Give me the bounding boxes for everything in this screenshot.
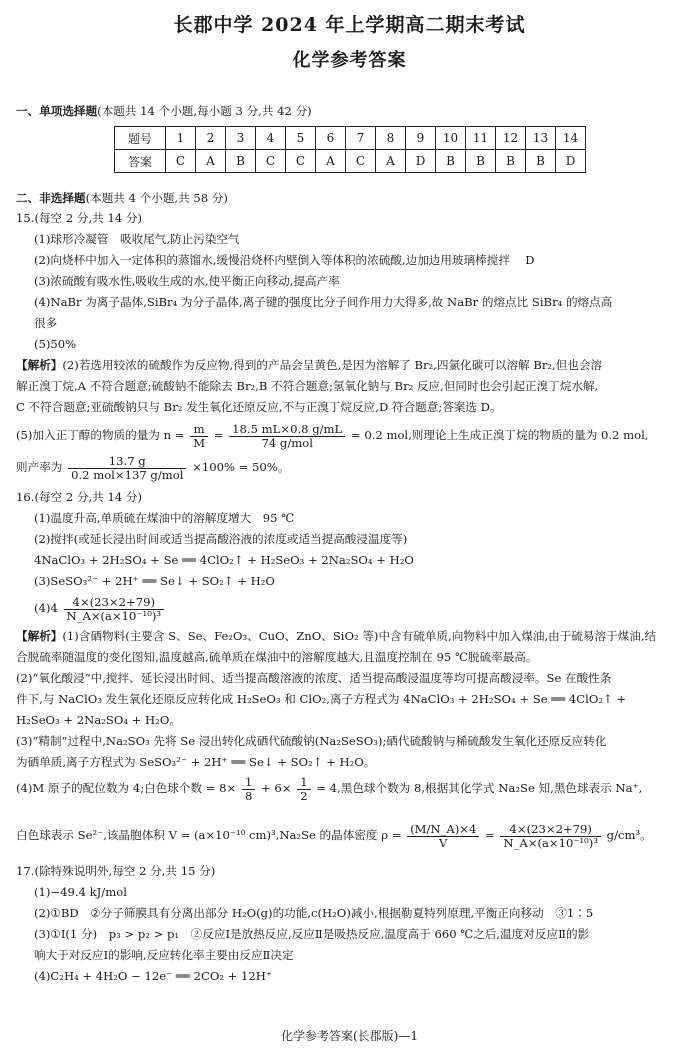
fraction — [190, 423, 208, 450]
table-cell-answer: B — [526, 150, 556, 173]
q16-analysis-3: (2)“氧化酸浸”中,搅拌、延长浸出时间、适当提高酸溶液的浓度、适当提高酸浸温度等均可提高酸浸率。Se 在酸性条 — [16, 671, 612, 685]
analysis-text: (1)含硒物料(主要含 S、Se、Fe₂O₃、CuO、ZnO、SiO₂ 等)中含有硫单质,向物料中加入煤油,由于硫易溶于煤油,结 — [62, 629, 657, 643]
fraction — [68, 455, 186, 482]
q16-analysis-1 — [16, 628, 686, 644]
table-cell-answer: B — [496, 150, 526, 173]
fraction-denominator: N_A×(a×10⁻¹⁰)³ — [503, 835, 598, 850]
q16-analysis-4: 件下,与 NaClO₃ 发生氧化还原反应转化成 H₂SeO₃ 和 ClO₂,离子方程式为 4NaClO₃ + 2H₂SO₄ + Se ══ 4ClO₂↑ + — [16, 692, 627, 706]
table-cell-answer: C — [286, 150, 316, 173]
q16-analysis-5: H₂SeO₃ + 2Na₂SO₄ + H₂O。 — [16, 713, 181, 727]
q16-answer-2: (2)搅拌(或延长浸出时间或适当提高酸浴液的浓度或适当提高酸浸温度等) — [34, 532, 408, 546]
q16-analysis-7: 为硒单质,离子方程式为 SeSO₃²⁻ + 2H⁺ ══ Se↓ + SO₂↑ + H₂O。 — [16, 755, 376, 769]
section2-heading: 二、非选择题 — [16, 191, 86, 205]
q17-answer-4: (4)C₂H₄ + 4H₂O − 12e⁻ ══ 2CO₂ + 12H⁺ — [34, 969, 273, 983]
table-cell-answer: C — [166, 150, 196, 173]
table-cell-number: 6 — [316, 127, 346, 150]
q15-answer-2: (2)向烧杯中加入一定体积的蒸馏水,缓慢沿烧杯内壁倒入等体积的浓硫酸,边加边用玻璃棒搅拌 D — [34, 253, 535, 267]
q15-analysis-3: C 不符合题意;亚硫酸钠只与 Br₂ 发生氧化还原反应,不与正溴丁烷反应,D 符合题意;答案选 D。 — [16, 400, 502, 414]
answer-table — [114, 126, 586, 173]
table-cell-number: 7 — [346, 127, 376, 150]
fraction — [242, 776, 255, 803]
q15-answer-3: (3)浓硫酸有吸水性,吸收生成的水,使平衡正向移动,提高产率 — [34, 274, 340, 288]
q15-answer-1: (1)球形冷凝管 吸收尾气,防止污染空气 — [34, 232, 240, 246]
fraction-numerator: 1 — [242, 776, 255, 790]
table-cell-answer: B — [226, 150, 256, 173]
page-title: 长郡中学 2024 年上学期高二期末考试 — [173, 14, 526, 36]
page-subtitle: 化学参考答案 — [292, 50, 407, 71]
formula-text: ×100% = 50%。 — [192, 460, 290, 474]
page-footer: 化学参考答案(长郡版)—1 — [281, 1029, 418, 1043]
table-cell-number: 11 — [466, 127, 496, 150]
table-cell-answer: A — [316, 150, 346, 173]
q15-answer-4: (4)NaBr 为离子晶体,SiBr₄ 为分子晶体,离子键的强度比分子间作用力大得多,故 NaBr 的熔点比 SiBr₄ 的熔点高 — [34, 295, 613, 309]
formula-text: 则产率为 — [16, 460, 63, 474]
table-cell-number: 1 — [166, 127, 196, 150]
q16-answer-3: (3)SeSO₃²⁻ + 2H⁺ ══ Se↓ + SO₂↑ + H₂O — [34, 574, 275, 588]
table-row-answers — [115, 150, 586, 173]
q17-answer-3-cont: 响大于对反应Ⅰ的影响,反应转化率主要由反应Ⅱ决定 — [34, 948, 294, 962]
table-row-label: 答案 — [115, 150, 166, 173]
formula-text: (4)M 原子的配位数为 4;白色球个数 = 8× — [16, 781, 237, 795]
fraction — [64, 596, 165, 623]
table-cell-number: 12 — [496, 127, 526, 150]
fraction-numerator: 13.7 g — [68, 455, 186, 469]
q16-answer-1: (1)温度升高,单质硫在煤油中的溶解度增大 95 ℃ — [34, 511, 295, 525]
formula-text: (5)加入正丁醇的物质的量为 n = — [16, 428, 185, 442]
q15-answer-5: (5)50% — [34, 337, 77, 351]
table-cell-answer: D — [556, 150, 586, 173]
q16-analysis-2: 合脱硫率随温度的变化图知,温度越高,硫单质在煤油中的溶解度越大,且温度控制在 95 ℃脱硫率最高。 — [16, 650, 538, 664]
q16-answer-4 — [34, 593, 686, 625]
fraction-denominator: 2 — [300, 788, 308, 803]
fraction-denominator: M — [193, 435, 206, 450]
section2-note: (本题共 4 个小题,共 58 分) — [85, 191, 228, 205]
table-cell-answer: D — [406, 150, 436, 173]
table-row-label: 题号 — [115, 127, 166, 150]
q16-analysis-9 — [16, 820, 686, 854]
table-cell-answer: B — [466, 150, 496, 173]
q16-analysis-8 — [16, 773, 686, 805]
table-cell-number: 2 — [196, 127, 226, 150]
q15-analysis-4 — [16, 420, 686, 452]
fraction-numerator: m — [190, 423, 208, 437]
table-cell-number: 5 — [286, 127, 316, 150]
fraction — [407, 823, 479, 850]
section2-heading-line — [16, 190, 686, 206]
q17-answer-3: (3)①Ⅰ(1 分) p₃ > p₂ > p₁ ②反应Ⅰ是放热反应,反应Ⅱ是吸热反应,温度高于 660 ℃之后,温度对反应Ⅱ的影 — [34, 927, 590, 941]
fraction-denominator: V — [439, 835, 448, 850]
q15-heading: 15.(每空 2 分,共 14 分) — [16, 211, 143, 225]
table-cell-answer: C — [346, 150, 376, 173]
fraction — [500, 823, 601, 850]
fraction-numerator: 18.5 mL×0.8 g/mL — [229, 423, 345, 437]
table-cell-answer: A — [196, 150, 226, 173]
q16-analysis-6: (3)“精制”过程中,Na₂SO₃ 先将 Se 浸出转化成硒代硫酸钠(Na₂SeSO₃);硒代硫酸钠与稀硫酸发生氧化还原反应转化 — [16, 734, 607, 748]
formula-text: = 4,黑色球个数为 8,根据其化学式 Na₂Se 知,黑色球表示 Na⁺, — [316, 781, 643, 795]
analysis-text: (2)若选用较浓的硫酸作为反应物,得到的产品会呈黄色,是因为溶解了 Br₂,四氯化碳可以溶解 Br₂,但也会溶 — [62, 358, 603, 372]
table-cell-number: 4 — [256, 127, 286, 150]
q15-analysis-5 — [16, 452, 686, 484]
table-cell-answer: A — [376, 150, 406, 173]
fraction-denominator: 0.2 mol×137 g/mol — [71, 467, 184, 482]
q17-answer-2: (2)①BD ②分子筛膜具有分离出部分 H₂O(g)的功能,c(H₂O)减小,根据勒夏特列原理,平衡正向移动 ③1∶5 — [34, 906, 594, 920]
q15-analysis-1 — [16, 357, 686, 373]
fraction-denominator: 8 — [244, 788, 253, 803]
table-cell-answer: C — [256, 150, 286, 173]
fraction-denominator: N_A×(a×10⁻¹⁰)³ — [66, 608, 162, 623]
table-cell-number: 14 — [556, 127, 586, 150]
q15-answer-4-cont: 很多 — [34, 316, 58, 330]
formula-text: 白色球表示 Se²⁻,该晶胞体积 V = (a×10⁻¹⁰ cm)³,Na₂Se 的晶体密度 ρ = — [16, 828, 402, 842]
formula-text: = — [485, 828, 495, 842]
q16-answer-2-eq: 4NaClO₃ + 2H₂SO₄ + Se ══ 4ClO₂↑ + H₂SeO₃ + 2Na₂SO₄ + H₂O — [34, 553, 414, 567]
table-cell-number: 10 — [436, 127, 466, 150]
q17-answer-1: (1)−49.4 kJ/mol — [34, 885, 127, 899]
fraction-numerator: 4×(23×2+79) — [64, 596, 165, 610]
formula-text: (4)4 — [34, 601, 58, 615]
section1-heading-line — [16, 103, 686, 119]
formula-text: = — [213, 428, 224, 442]
formula-text: g/cm³。 — [606, 828, 652, 842]
formula-text: + 6× — [261, 781, 292, 795]
q15-analysis-2: 解正溴丁烷,A 不符合题意;硫酸钠不能除去 Br₂,B 不符合题意;氢氧化钠与 Br₂ 反应,但同时也会引起正溴丁烷水解, — [16, 379, 599, 393]
fraction-numerator: (M/N_A)×4 — [407, 823, 479, 837]
fraction-denominator: 74 g/mol — [261, 435, 313, 450]
table-cell-number: 13 — [526, 127, 556, 150]
fraction — [297, 776, 310, 803]
section1-heading: 一、单项选择题 — [16, 104, 98, 118]
table-row-numbers — [115, 127, 586, 150]
table-cell-number: 9 — [406, 127, 436, 150]
table-cell-answer: B — [436, 150, 466, 173]
table-cell-number: 8 — [376, 127, 406, 150]
fraction — [229, 423, 345, 450]
q16-heading: 16.(每空 2 分,共 14 分) — [16, 490, 143, 504]
fraction-numerator: 1 — [297, 776, 310, 790]
q17-heading: 17.(除特殊说明外,每空 2 分,共 15 分) — [16, 864, 216, 878]
formula-text: = 0.2 mol,则理论上生成正溴丁烷的物质的量为 0.2 mol, — [350, 428, 649, 442]
table-cell-number: 3 — [226, 127, 256, 150]
analysis-tag: 【解析】 — [16, 629, 63, 643]
section1-note: (本题共 14 个小题,每小题 3 分,共 42 分) — [97, 104, 312, 118]
analysis-tag: 【解析】 — [16, 358, 63, 372]
fraction-numerator: 4×(23×2+79) — [500, 823, 601, 837]
